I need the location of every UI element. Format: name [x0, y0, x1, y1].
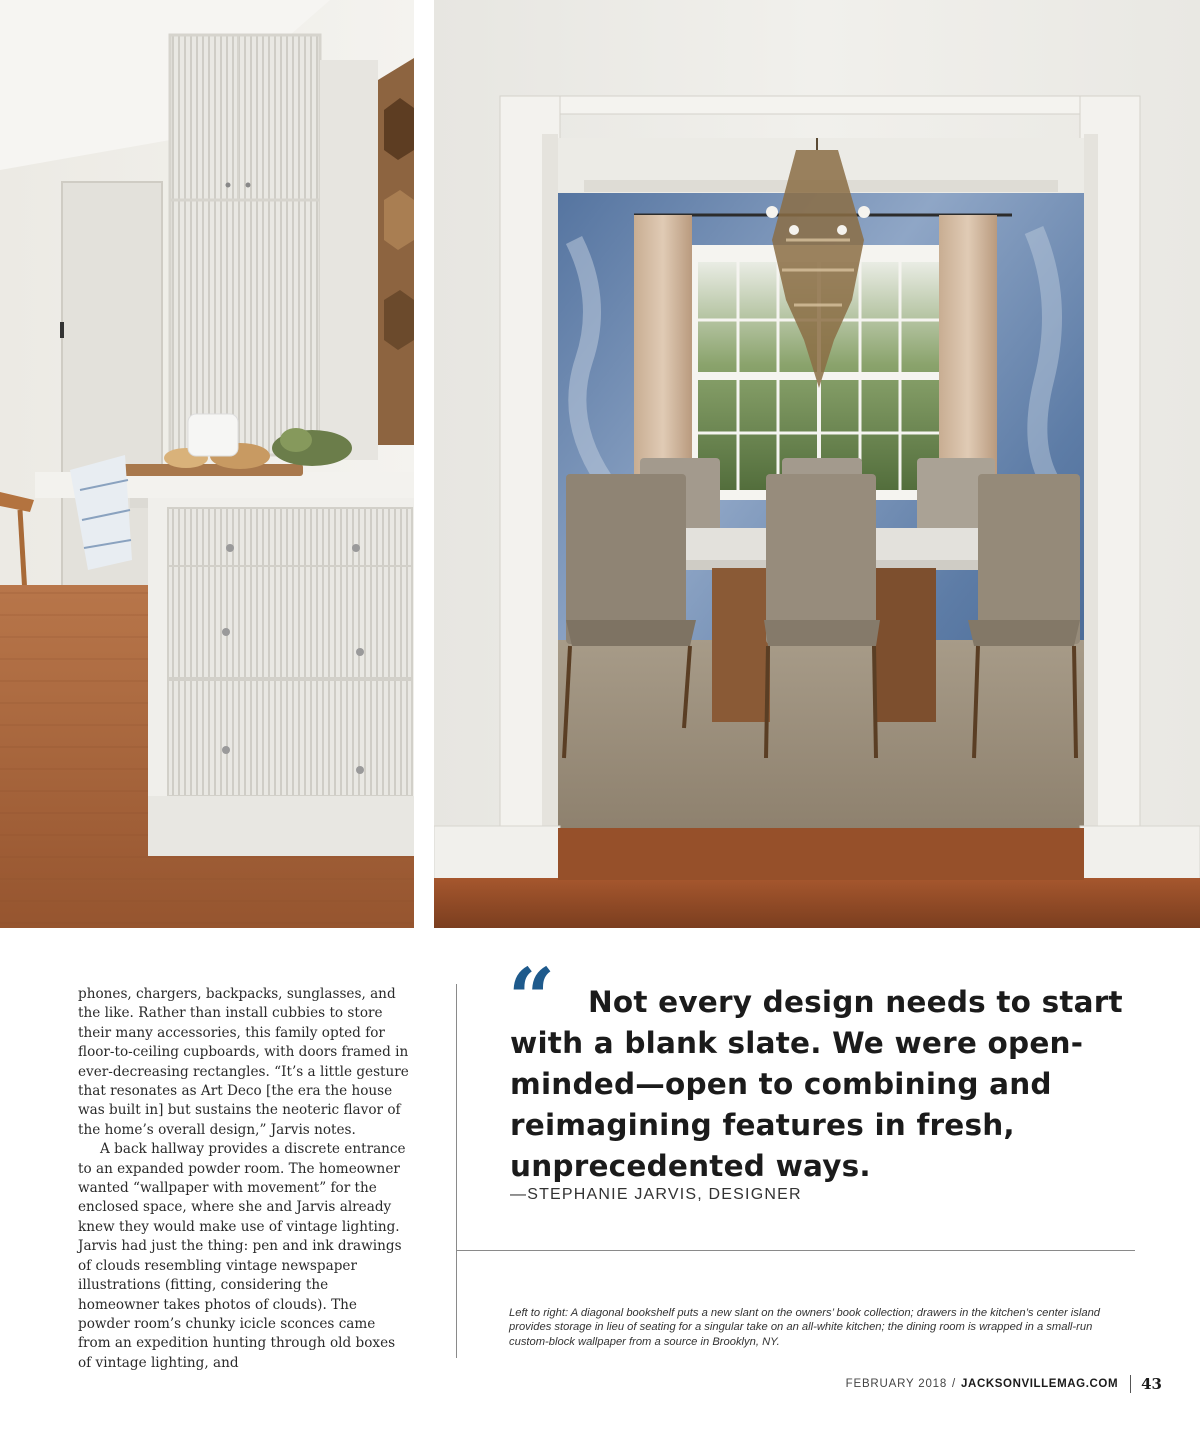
pull-quote: Not every design needs to start with a blank slate. We were open-minded—open to combining and reimagining features in fresh, unprecedented ways.	[510, 985, 1123, 1183]
kitchen-island-photo	[0, 0, 414, 928]
article-body-column	[78, 985, 410, 1373]
quote-mark-icon: “	[508, 951, 556, 1047]
footer-separator: /	[952, 1378, 957, 1390]
page-number: 43	[1141, 1375, 1162, 1393]
photo-caption: Left to right: A diagonal bookshelf puts a new slant on the owners’ book collection; drawers in the kitchen’s center island provides storage in lieu of seating for a singular take on an all-white kitchen; the dining room is wrapped in a small-run custom-block wallpaper from a source in Brooklyn, NY.	[509, 1307, 1101, 1348]
dining-room-photo	[434, 0, 1200, 928]
dining-room-illustration	[434, 0, 1200, 928]
column-divider	[456, 984, 457, 1358]
page-footer	[846, 1375, 1162, 1393]
website-link[interactable]: JACKSONVILLEMAG.COM	[961, 1378, 1119, 1390]
kitchen-island-illustration	[0, 0, 414, 928]
footer-divider	[1130, 1375, 1131, 1393]
quote-divider	[456, 1250, 1135, 1251]
issue-date: FEBRUARY 2018	[845, 1378, 948, 1390]
quote-attribution: —STEPHANIE JARVIS, DESIGNER	[510, 1186, 802, 1203]
body-paragraph: phones, chargers, backpacks, sunglasses, and the like. Rather than install cubbies to store their many accessories, this family opted for floor-to-ceiling cupboards, with doors framed in ever-decreasing rectangles. “It’s a little gesture that resonates as Art Deco [the era the house was built in] but sustains the neoteric flavor of the home’s overall design,” Jarvis notes.	[78, 986, 409, 1138]
body-paragraph: A back hallway provides a discrete entrance to an expanded powder room. The homeowner wanted “wallpaper with movement” for the enclosed space, where she and Jarvis already knew they would make use of vintage lighting. Jarvis had just the thing: pen and ink drawings of clouds resembling vintage newspaper illustrations (fitting, considering the homeowner takes photos of clouds). The powder room’s chunky icicle sconces came from an expedition hunting through old boxes of vintage lighting, and	[78, 1141, 406, 1371]
